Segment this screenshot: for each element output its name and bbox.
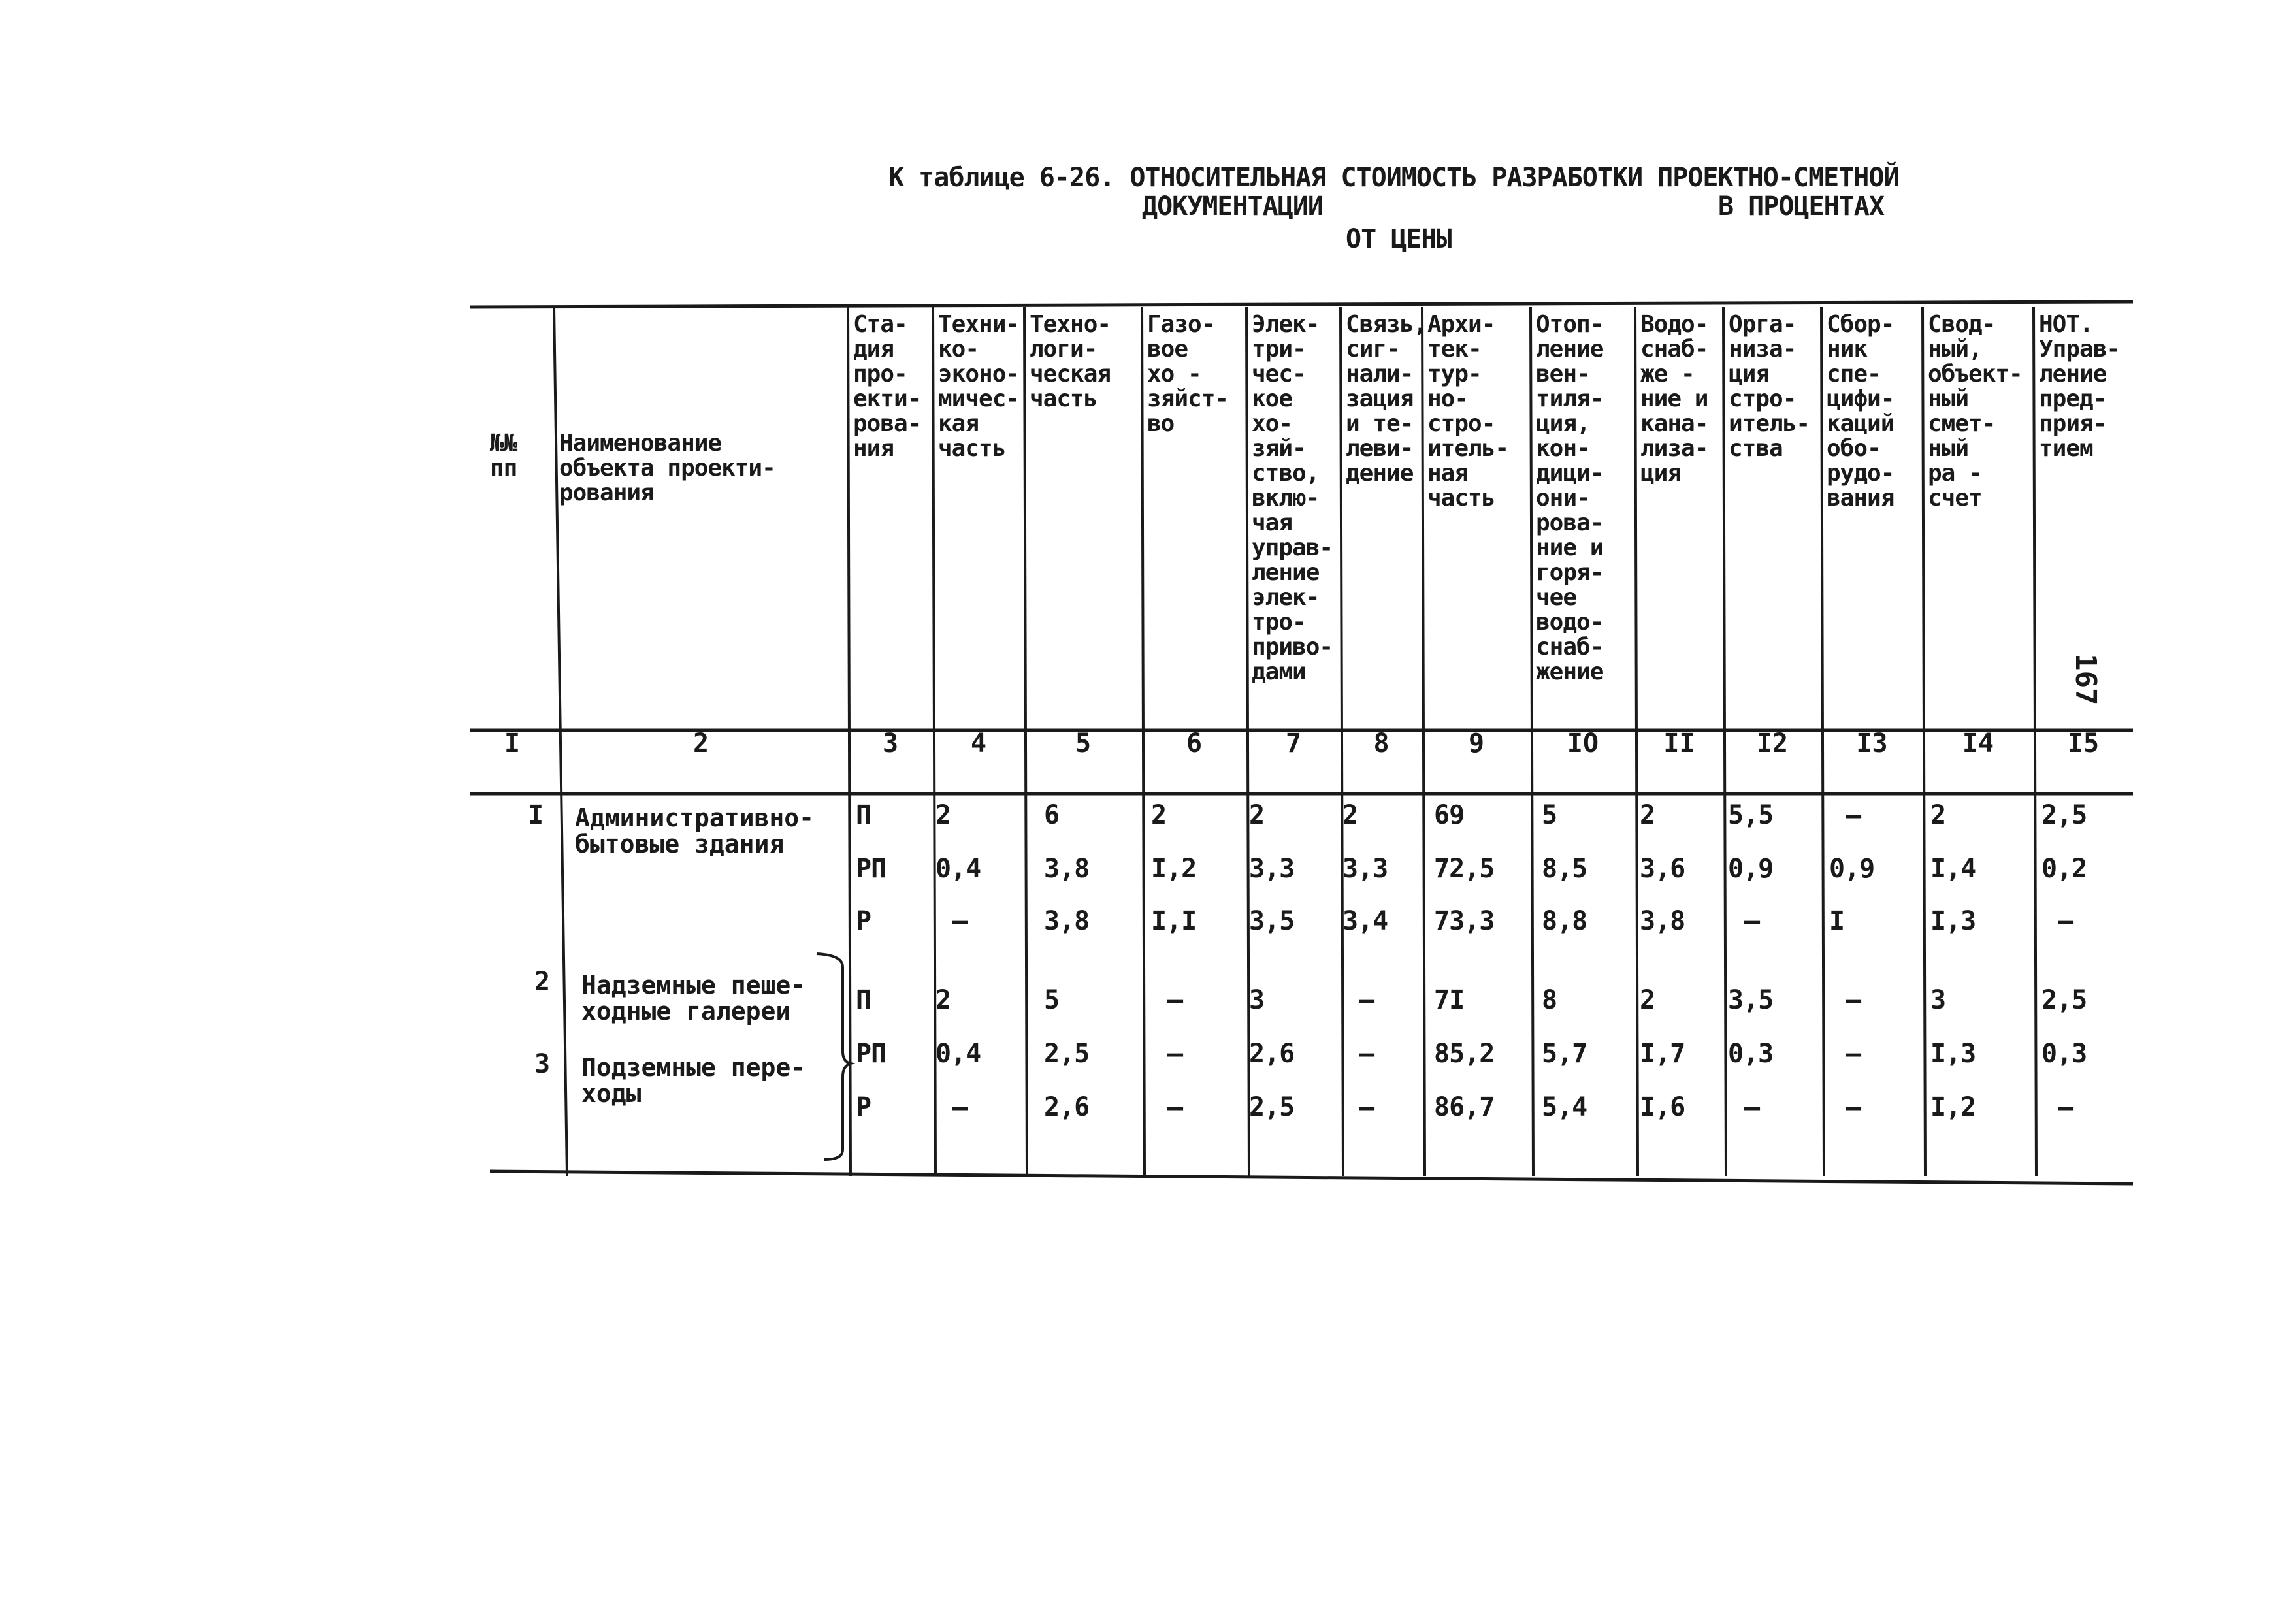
table-cell: 2 bbox=[1342, 800, 1358, 830]
table-cell: 2 bbox=[935, 800, 951, 830]
column-number: 3 bbox=[882, 728, 899, 758]
column-number: I bbox=[504, 728, 521, 758]
row-number: I bbox=[528, 800, 544, 830]
table-cell: 3,8 bbox=[1044, 854, 1090, 884]
column-number: II bbox=[1663, 728, 1695, 758]
row-number: 3 bbox=[534, 1049, 551, 1079]
table-cell: 3,6 bbox=[1640, 854, 1685, 884]
table-cell: 72,5 bbox=[1434, 854, 1495, 884]
table-cell: 3 bbox=[1249, 985, 1265, 1015]
column-number: 6 bbox=[1186, 728, 1203, 758]
header-cell: Наименование объекта проекти- рования bbox=[559, 430, 775, 506]
table-cell: I,2 bbox=[1151, 854, 1197, 884]
table-cell: 5 bbox=[1044, 985, 1060, 1015]
table-cell: 86,7 bbox=[1434, 1092, 1495, 1122]
table-cell: 2,5 bbox=[1044, 1039, 1090, 1069]
table-cell: I,3 bbox=[1930, 1039, 1976, 1069]
header-cell: НОТ. Управ- ление пред- прия- тием bbox=[2039, 311, 2121, 462]
table-cell: 0,2 bbox=[2041, 854, 2087, 884]
table-cell: 8 bbox=[1542, 985, 1557, 1015]
table-cell: – bbox=[1359, 1039, 1374, 1069]
table-cell: 3,3 bbox=[1249, 854, 1295, 884]
header-cell: Отоп- ление вен- тиля- ция, кон- дици- они- рова- ние и горя- чее водо- снаб- жение bbox=[1536, 311, 1604, 685]
table-cell: 3 bbox=[1930, 985, 1946, 1015]
table-cell: – bbox=[1744, 1092, 1760, 1122]
object-name: Надземные пеше- ходные галереи bbox=[581, 971, 806, 1026]
table-cell: – bbox=[2058, 906, 2073, 936]
column-number: 7 bbox=[1285, 728, 1302, 758]
table-cell: 8,8 bbox=[1542, 906, 1587, 936]
table-cell: 2 bbox=[1151, 800, 1167, 830]
table-cell: 85,2 bbox=[1434, 1039, 1495, 1069]
table-cell: 0,9 bbox=[1829, 854, 1875, 884]
table-cell: 3,4 bbox=[1342, 906, 1388, 936]
table-cell: – bbox=[1359, 1092, 1374, 1122]
column-number: 4 bbox=[970, 728, 987, 758]
page-number: 167 bbox=[2069, 653, 2102, 706]
table-cell: – bbox=[1167, 1039, 1183, 1069]
table-cell: 2,6 bbox=[1249, 1039, 1295, 1069]
table-cell: 0,4 bbox=[935, 854, 981, 884]
table-cell: 73,3 bbox=[1434, 906, 1495, 936]
table-cell: I,3 bbox=[1930, 906, 1976, 936]
table-cell: – bbox=[1744, 906, 1760, 936]
table-cell: – bbox=[1846, 1039, 1861, 1069]
column-number: I2 bbox=[1756, 728, 1789, 758]
table-cell: РП bbox=[856, 1039, 886, 1069]
table-cell: 5,7 bbox=[1542, 1039, 1587, 1069]
table-cell: – bbox=[952, 906, 968, 936]
table-cell: 3,8 bbox=[1640, 906, 1685, 936]
header-cell: Ста- дия про- екти- рова- ния bbox=[853, 311, 921, 462]
table-cell: 3,5 bbox=[1728, 985, 1774, 1015]
column-number: 8 bbox=[1373, 728, 1390, 758]
title-line-2a: ДОКУМЕНТАЦИИ bbox=[1142, 191, 1323, 221]
table-cell: I bbox=[1829, 906, 1845, 936]
title-line-1: К таблице 6-26. ОТНОСИТЕЛЬНАЯ СТОИМОСТЬ РАЗРАБОТКИ ПРОЕКТНО-СМЕТНОЙ bbox=[888, 163, 1899, 193]
table-cell: 5,4 bbox=[1542, 1092, 1587, 1122]
column-number: I4 bbox=[1962, 728, 1994, 758]
header-cell: №№ пп bbox=[490, 430, 517, 481]
table-cell: I,7 bbox=[1640, 1039, 1685, 1069]
table-cell: 8,5 bbox=[1542, 854, 1587, 884]
table-cell: 2 bbox=[1249, 800, 1265, 830]
column-number: 5 bbox=[1075, 728, 1092, 758]
header-cell: Водо- снаб- же - ние и кана- лиза- ция bbox=[1640, 311, 1708, 487]
table-cell: 3,5 bbox=[1249, 906, 1295, 936]
table-cell: – bbox=[1359, 985, 1374, 1015]
table-cell: – bbox=[1846, 800, 1861, 830]
table-cell: РП bbox=[856, 854, 886, 884]
table-cell: 0,4 bbox=[935, 1039, 981, 1069]
table-cell: 2,5 bbox=[2041, 985, 2087, 1015]
table-cell: Р bbox=[856, 1092, 871, 1122]
table-cell: I,4 bbox=[1930, 854, 1976, 884]
header-cell: Связь, сиг- нали- зация и те- леви- дение bbox=[1346, 311, 1427, 487]
header-cell: Орга- низа- ция стро- итель- ства bbox=[1729, 311, 1810, 462]
table-cell: 2 bbox=[1930, 800, 1946, 830]
title-line-3: ОТ ЦЕНЫ bbox=[1346, 224, 1452, 254]
table-cell: 0,3 bbox=[1728, 1039, 1774, 1069]
header-cell: Элек- три- чес- кое хо- зяй- ство, вклю- чая управ- ление элек- тро- приво- дами bbox=[1252, 311, 1333, 685]
header-cell: Свод- ный, объект- ный смет- ный ра - счет bbox=[1928, 311, 2023, 512]
column-number: IO bbox=[1567, 728, 1599, 758]
header-cell: Газо- вое хо - зяйст- во bbox=[1147, 311, 1229, 437]
header-cell: Техно- логи- ческая часть bbox=[1030, 311, 1111, 412]
table-cell: 7I bbox=[1434, 985, 1465, 1015]
header-cell: Архи- тек- тур- но- стро- итель- ная часть bbox=[1427, 311, 1509, 512]
table-cell: 2,6 bbox=[1044, 1092, 1090, 1122]
column-number: 2 bbox=[692, 728, 709, 758]
table-cell: I,I bbox=[1151, 906, 1197, 936]
table-cell: 2 bbox=[935, 985, 951, 1015]
row-number: 2 bbox=[534, 967, 551, 997]
table-cell: I,6 bbox=[1640, 1092, 1685, 1122]
column-number: I5 bbox=[2067, 728, 2100, 758]
table-cell: I,2 bbox=[1930, 1092, 1976, 1122]
table-cell: 2 bbox=[1640, 985, 1655, 1015]
table-cell: П bbox=[856, 800, 871, 830]
table-cell: 2 bbox=[1640, 800, 1655, 830]
table-bottom-rule bbox=[490, 1171, 2133, 1184]
table-cell: 3,3 bbox=[1342, 854, 1388, 884]
object-name: Подземные пере- ходы bbox=[581, 1053, 806, 1108]
column-number: 9 bbox=[1468, 728, 1485, 758]
table-cell: Р bbox=[856, 906, 871, 936]
table-cell: – bbox=[952, 1092, 968, 1122]
table-cell: 0,9 bbox=[1728, 854, 1774, 884]
group-bracket bbox=[817, 954, 851, 1160]
object-name: Административно- бытовые здания bbox=[575, 804, 815, 858]
table-cell: 2,5 bbox=[2041, 800, 2087, 830]
table-cell: – bbox=[1846, 985, 1861, 1015]
table-cell: 69 bbox=[1434, 800, 1465, 830]
title-line-2b: В ПРОЦЕНТАХ bbox=[1718, 191, 1884, 221]
table-cell: – bbox=[1167, 1092, 1183, 1122]
table-cell: П bbox=[856, 985, 871, 1015]
table-cell: 5 bbox=[1542, 800, 1557, 830]
table-cell: – bbox=[1167, 985, 1183, 1015]
table-cell: 0,3 bbox=[2041, 1039, 2087, 1069]
header-cell: Техни- ко- эконо- мичес- кая часть bbox=[938, 311, 1020, 462]
table-cell: – bbox=[2058, 1092, 2073, 1122]
table-cell: – bbox=[1846, 1092, 1861, 1122]
table-cell: 5,5 bbox=[1728, 800, 1774, 830]
table-cell: 3,8 bbox=[1044, 906, 1090, 936]
header-cell: Сбор- ник спе- цифи- каций обо- рудо- вания bbox=[1827, 311, 1895, 512]
column-number: I3 bbox=[1856, 728, 1888, 758]
table-cell: 2,5 bbox=[1249, 1092, 1295, 1122]
table-top-rule bbox=[470, 302, 2133, 307]
table-cell: 6 bbox=[1044, 800, 1060, 830]
